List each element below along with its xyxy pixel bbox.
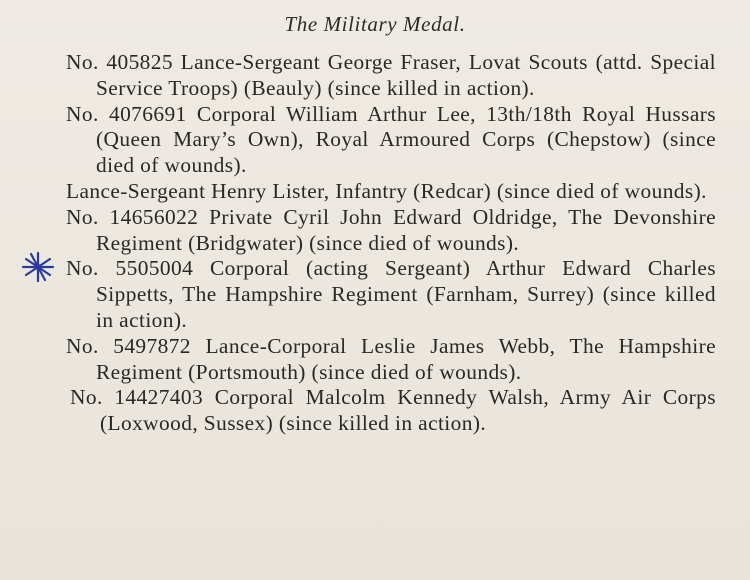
asterisk-icon [20, 249, 56, 285]
list-item: No. 4076691 Corporal William Arthur Lee, 13th/18th Royal Hussars (Queen Mary’s Own), Royal Armoured Corps (Chepstow) (since died of wounds). [66, 101, 716, 178]
list-item: Lance-Sergeant Henry Lister, Infantry (Redcar) (since died of wounds). [66, 178, 707, 203]
list-item: No. 14427403 Corporal Malcolm Kennedy Walsh, Army Air Corps (Loxwood, Sussex) (since killed in action). [70, 385, 716, 436]
award-list [66, 50, 716, 437]
list-item: No. 14656022 Private Cyril John Edward Oldridge, The Devonshire Regiment (Bridgwater) (since died of wounds). [66, 204, 716, 255]
page-title: The Military Medal. [284, 12, 466, 36]
list-item: No. 405825 Lance-Sergeant George Fraser, Lovat Scouts (attd. Special Service Troops) (Beauly) (since killed in action). [66, 50, 716, 100]
list-item: No. 5505004 Corporal (acting Sergeant) Arthur Edward Charles Sippetts, The Hampshire Regiment (Farnham, Surrey) (since killed in action). [66, 256, 716, 332]
list-item: No. 5497872 Lance-Corporal Leslie James Webb, The Hampshire Regiment (Portsmouth) (since died of wounds). [66, 333, 716, 384]
